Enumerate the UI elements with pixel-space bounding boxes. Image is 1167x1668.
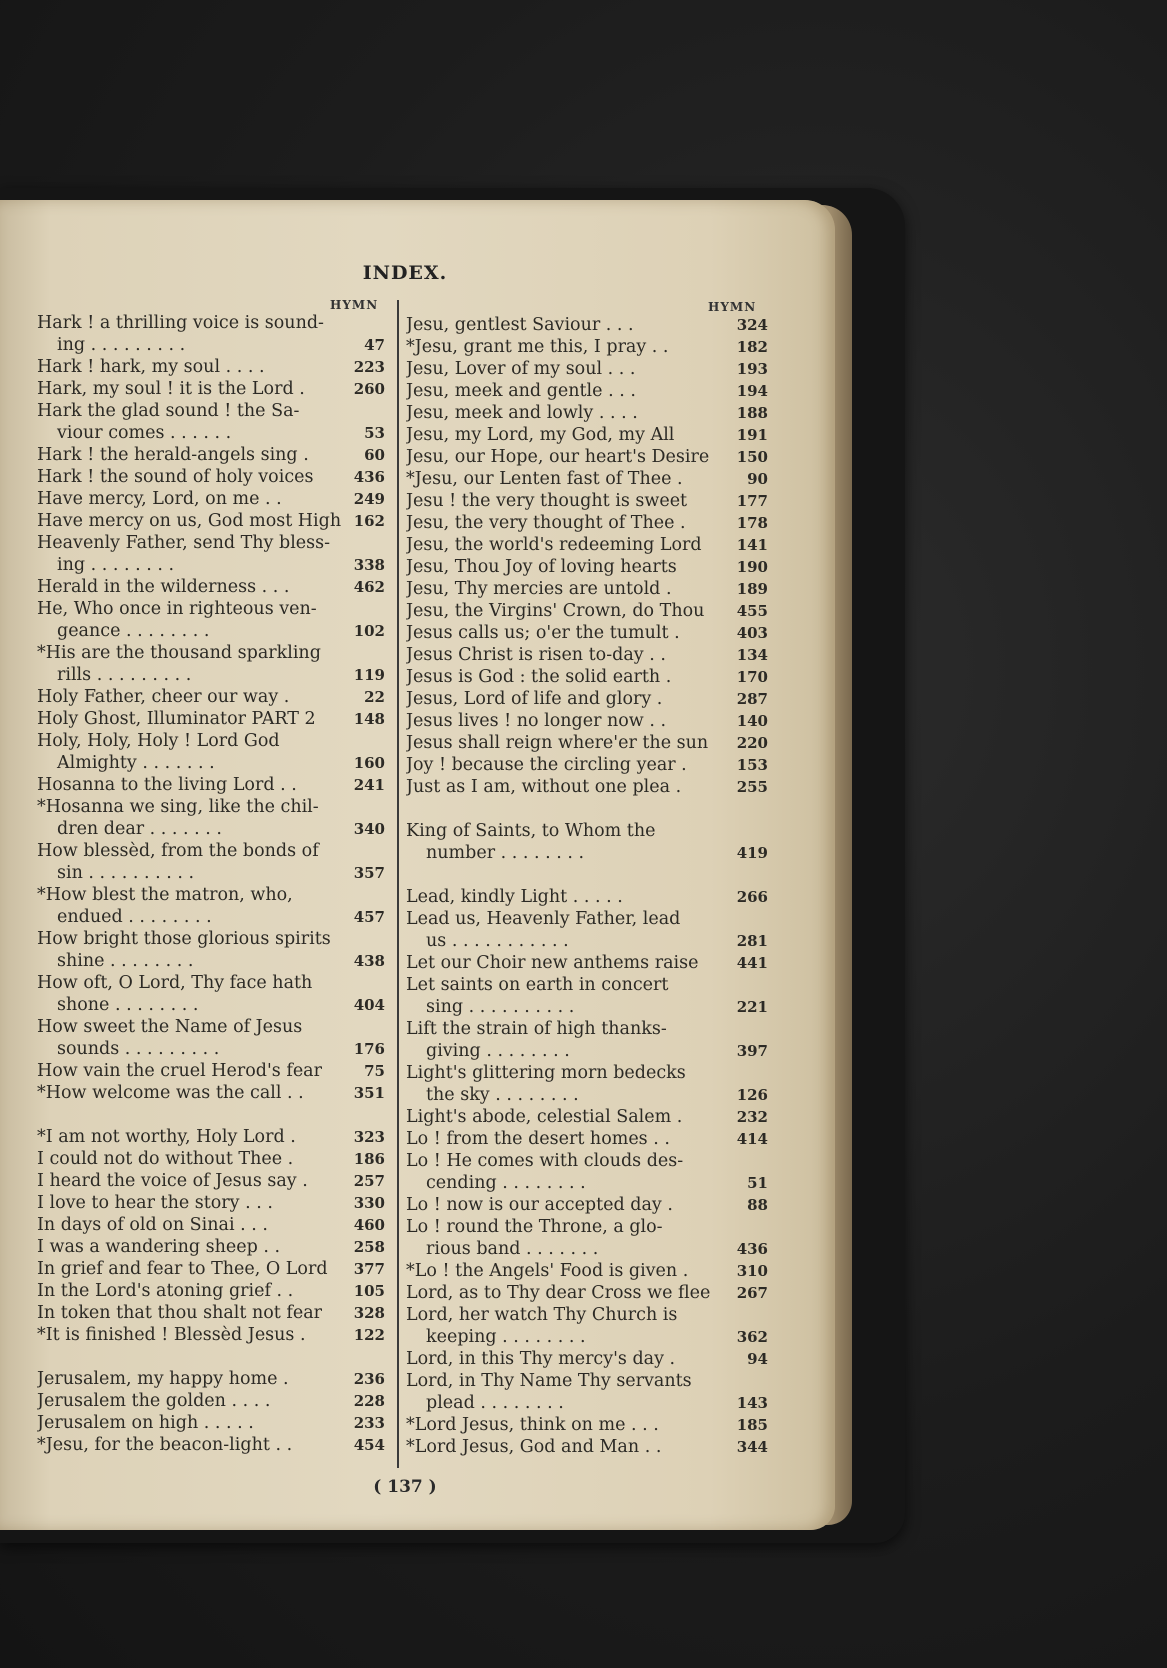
hymn-number: 186 xyxy=(353,1150,385,1168)
entry-title: Lo ! He comes with clouds des- xyxy=(406,1151,684,1171)
hymn-number: 266 xyxy=(736,888,768,906)
hymn-number: 47 xyxy=(364,336,385,354)
index-entry xyxy=(37,1280,387,1302)
index-entry xyxy=(37,862,387,884)
entry-title: In days of old on Sinai . . . xyxy=(37,1215,268,1235)
index-entry xyxy=(37,378,387,400)
hymn-number: 182 xyxy=(736,338,768,356)
index-entry xyxy=(37,928,387,950)
entry-title: rious band . . . . . . . xyxy=(426,1239,599,1259)
hymn-number: 344 xyxy=(736,1438,768,1456)
entry-title: Lo ! from the desert homes . . xyxy=(406,1129,670,1149)
hymn-number: 134 xyxy=(736,646,768,664)
hymn-number: 176 xyxy=(353,1040,385,1058)
entry-title: *His are the thousand sparkling xyxy=(37,643,321,663)
index-entry xyxy=(406,468,768,490)
index-entry xyxy=(37,1060,387,1082)
hymn-number: 310 xyxy=(736,1262,768,1280)
entry-title: sounds . . . . . . . . . xyxy=(57,1039,220,1059)
entry-title: Light's abode, celestial Salem . xyxy=(406,1107,683,1127)
index-entry xyxy=(406,886,768,908)
index-entry xyxy=(37,488,387,510)
index-entry xyxy=(37,950,387,972)
entry-title: us . . . . . . . . . . . xyxy=(426,931,569,951)
entry-title: Lord, in this Thy mercy's day . xyxy=(406,1349,676,1369)
entry-title: Jesu, our Hope, our heart's Desire xyxy=(406,447,710,467)
entry-title: plead . . . . . . . . xyxy=(426,1393,564,1413)
hymn-number: 455 xyxy=(736,602,768,620)
hymn-number: 397 xyxy=(736,1042,768,1060)
index-entry xyxy=(406,402,768,424)
hymn-number: 441 xyxy=(736,954,768,972)
entry-title: I was a wandering sheep . . xyxy=(37,1237,281,1257)
entry-title: Jesus Christ is risen to-day . . xyxy=(406,645,666,665)
entry-title: In token that thou shalt not fear xyxy=(37,1303,323,1323)
entry-title: Jerusalem, my happy home . xyxy=(37,1369,289,1389)
index-entry xyxy=(37,774,387,796)
hymn-number: 119 xyxy=(353,666,385,684)
entry-title: Jesus shall reign where'er the sun xyxy=(406,733,709,753)
entry-title: giving . . . . . . . . xyxy=(426,1041,570,1061)
index-entry xyxy=(37,1016,387,1038)
entry-title: Let our Choir new anthems raise xyxy=(406,953,699,973)
hymn-number: 267 xyxy=(736,1284,768,1302)
entry-title: Jesus lives ! no longer now . . xyxy=(406,711,667,731)
hymn-number: 90 xyxy=(747,470,768,488)
index-entry xyxy=(37,1214,387,1236)
entry-title: endued . . . . . . . . xyxy=(57,907,212,927)
section-gap xyxy=(37,1346,387,1368)
index-entry xyxy=(406,490,768,512)
index-entry xyxy=(37,1148,387,1170)
hymn-number: 351 xyxy=(353,1084,385,1102)
entry-title: sin . . . . . . . . . . xyxy=(57,863,195,883)
entry-title: Jesus is God : the solid earth . xyxy=(406,667,672,687)
entry-title: In grief and fear to Thee, O Lord xyxy=(37,1259,328,1279)
index-entry xyxy=(37,576,387,598)
index-entry xyxy=(406,666,768,688)
hymn-number: 189 xyxy=(736,580,768,598)
entry-title: viour comes . . . . . . xyxy=(57,423,232,443)
page-title: INDEX. xyxy=(362,262,448,284)
hymn-number: 436 xyxy=(736,1240,768,1258)
entry-title: Lord, in Thy Name Thy servants xyxy=(406,1371,692,1391)
index-column-right xyxy=(406,314,768,1458)
index-entry xyxy=(406,1260,768,1282)
hymn-number: 143 xyxy=(736,1394,768,1412)
hymn-number: 362 xyxy=(736,1328,768,1346)
hymn-number: 220 xyxy=(736,734,768,752)
entry-title: Hark, my soul ! it is the Lord . xyxy=(37,379,305,399)
index-entry xyxy=(406,688,768,710)
hymn-number: 141 xyxy=(736,536,768,554)
index-entry xyxy=(37,422,387,444)
hymn-number: 193 xyxy=(736,360,768,378)
hymn-number: 338 xyxy=(353,556,385,574)
entry-title: *Hosanna we sing, like the chil- xyxy=(37,797,319,817)
index-entry xyxy=(37,994,387,1016)
entry-title: How blessèd, from the bonds of xyxy=(37,841,319,861)
index-entry xyxy=(406,534,768,556)
entry-title: Joy ! because the circling year . xyxy=(406,755,687,775)
entry-title: Have mercy, Lord, on me . . xyxy=(37,489,282,509)
entry-title: Hark the glad sound ! the Sa- xyxy=(37,401,300,421)
entry-title: *How blest the matron, who, xyxy=(37,885,293,905)
index-entry xyxy=(406,1172,768,1194)
index-entry xyxy=(406,622,768,644)
hymn-number: 140 xyxy=(736,712,768,730)
index-entry xyxy=(37,356,387,378)
index-entry xyxy=(37,1258,387,1280)
index-entry xyxy=(37,1434,387,1456)
index-entry xyxy=(37,400,387,422)
entry-title: Lift the strain of high thanks- xyxy=(406,1019,667,1039)
index-entry xyxy=(37,334,387,356)
index-entry xyxy=(37,1412,387,1434)
hymn-number: 241 xyxy=(353,776,385,794)
hymn-number: 457 xyxy=(353,908,385,926)
index-entry xyxy=(406,908,768,930)
index-entry xyxy=(37,1170,387,1192)
hymn-number: 462 xyxy=(353,578,385,596)
entry-title: Jesus, Lord of life and glory . xyxy=(406,689,663,709)
index-entry xyxy=(37,598,387,620)
entry-title: Jerusalem on high . . . . . xyxy=(37,1413,254,1433)
index-entry xyxy=(406,820,768,842)
entry-title: Light's glittering morn bedecks xyxy=(406,1063,686,1083)
entry-title: I could not do without Thee . xyxy=(37,1149,294,1169)
entry-title: Hark ! hark, my soul . . . . xyxy=(37,357,265,377)
hymn-number: 236 xyxy=(353,1370,385,1388)
index-entry xyxy=(406,732,768,754)
hymn-number: 228 xyxy=(353,1392,385,1410)
index-entry xyxy=(406,380,768,402)
entry-title: Jesu, the world's redeeming Lord xyxy=(406,535,702,555)
entry-title: Holy, Holy, Holy ! Lord God xyxy=(37,731,280,751)
entry-title: How bright those glorious spirits xyxy=(37,929,331,949)
entry-title: Jesu, the Virgins' Crown, do Thou xyxy=(406,601,705,621)
hymn-number: 194 xyxy=(736,382,768,400)
index-entry xyxy=(406,1392,768,1414)
entry-title: Lo ! round the Throne, a glo- xyxy=(406,1217,663,1237)
entry-title: In the Lord's atoning grief . . xyxy=(37,1281,294,1301)
entry-title: Lead us, Heavenly Father, lead xyxy=(406,909,681,929)
hymn-number: 105 xyxy=(353,1282,385,1300)
hymn-number: 53 xyxy=(364,424,385,442)
hymn-number: 324 xyxy=(736,316,768,334)
index-entry xyxy=(37,818,387,840)
entry-title: *Jesu, for the beacon-light . . xyxy=(37,1435,293,1455)
entry-title: How sweet the Name of Jesus xyxy=(37,1017,303,1037)
entry-title: dren dear . . . . . . . xyxy=(57,819,222,839)
entry-title: shine . . . . . . . . xyxy=(57,951,194,971)
hymn-number: 287 xyxy=(736,690,768,708)
entry-title: Almighty . . . . . . . xyxy=(57,753,215,773)
section-gap xyxy=(37,1104,387,1126)
hymn-number: 170 xyxy=(736,668,768,686)
hymn-number: 260 xyxy=(353,380,385,398)
index-entry xyxy=(406,1062,768,1084)
hymn-number: 178 xyxy=(736,514,768,532)
hymn-number: 340 xyxy=(353,820,385,838)
hymn-number: 190 xyxy=(736,558,768,576)
index-entry xyxy=(406,842,768,864)
index-entry xyxy=(406,1348,768,1370)
index-entry xyxy=(406,1106,768,1128)
entry-title: Jesus calls us; o'er the tumult . xyxy=(406,623,680,643)
hymn-number: 414 xyxy=(736,1130,768,1148)
index-entry xyxy=(37,1126,387,1148)
index-entry xyxy=(406,1018,768,1040)
entry-title: How vain the cruel Herod's fear xyxy=(37,1061,322,1081)
hymn-number: 257 xyxy=(353,1172,385,1190)
entry-title: ing . . . . . . . . . xyxy=(57,335,186,355)
hymn-number: 22 xyxy=(364,688,385,706)
index-entry xyxy=(37,642,387,664)
entry-title: cending . . . . . . . . xyxy=(426,1173,586,1193)
hymn-number: 323 xyxy=(353,1128,385,1146)
entry-title: Lo ! now is our accepted day . xyxy=(406,1195,673,1215)
hymn-number: 75 xyxy=(364,1062,385,1080)
hymn-number: 160 xyxy=(353,754,385,772)
index-entry xyxy=(37,466,387,488)
index-entry xyxy=(37,708,387,730)
entry-title: Hark ! the sound of holy voices xyxy=(37,467,314,487)
entry-title: Jesu, my Lord, my God, my All xyxy=(406,425,675,445)
hymn-number: 232 xyxy=(736,1108,768,1126)
entry-title: Jerusalem the golden . . . . xyxy=(37,1391,271,1411)
entry-title: Lead, kindly Light . . . . . xyxy=(406,887,623,907)
index-entry xyxy=(37,1302,387,1324)
index-entry xyxy=(406,1370,768,1392)
index-entry xyxy=(406,336,768,358)
index-entry xyxy=(406,1040,768,1062)
index-entry xyxy=(406,358,768,380)
index-entry xyxy=(37,620,387,642)
entry-title: *Jesu, our Lenten fast of Thee . xyxy=(406,469,683,489)
section-gap xyxy=(406,798,768,820)
index-entry xyxy=(37,796,387,818)
index-entry xyxy=(37,884,387,906)
hymn-number: 403 xyxy=(736,624,768,642)
entry-title: Jesu, Lover of my soul . . . xyxy=(406,359,636,379)
index-entry xyxy=(37,664,387,686)
index-entry xyxy=(37,312,387,334)
hymn-number: 191 xyxy=(736,426,768,444)
hymn-number: 148 xyxy=(353,710,385,728)
hymn-number: 88 xyxy=(747,1196,768,1214)
index-entry xyxy=(37,752,387,774)
index-entry xyxy=(406,1150,768,1172)
entry-title: number . . . . . . . . xyxy=(426,843,585,863)
index-entry xyxy=(406,1128,768,1150)
hymn-number: 460 xyxy=(353,1216,385,1234)
index-entry xyxy=(37,1192,387,1214)
entry-title: Jesu, Thy mercies are untold . xyxy=(406,579,672,599)
index-entry xyxy=(37,1390,387,1412)
entry-title: the sky . . . . . . . . xyxy=(426,1085,579,1105)
entry-title: rills . . . . . . . . . xyxy=(57,665,192,685)
entry-title: Have mercy on us, God most High xyxy=(37,511,342,531)
entry-title: *It is finished ! Blessèd Jesus . xyxy=(37,1325,306,1345)
index-entry xyxy=(37,972,387,994)
index-entry xyxy=(406,996,768,1018)
hymn-number: 281 xyxy=(736,932,768,950)
index-entry xyxy=(406,600,768,622)
index-entry xyxy=(406,1326,768,1348)
index-entry xyxy=(37,532,387,554)
hymn-number: 454 xyxy=(353,1436,385,1454)
entry-title: Lord, her watch Thy Church is xyxy=(406,1305,678,1325)
entry-title: Let saints on earth in concert xyxy=(406,975,669,995)
hymn-number: 153 xyxy=(736,756,768,774)
hymn-number: 357 xyxy=(353,864,385,882)
entry-title: *Lord Jesus, God and Man . . xyxy=(406,1437,662,1457)
entry-title: Jesu, meek and lowly . . . . xyxy=(406,403,638,423)
entry-title: How oft, O Lord, Thy face hath xyxy=(37,973,313,993)
index-entry xyxy=(406,424,768,446)
hymn-number: 328 xyxy=(353,1304,385,1322)
index-column-left xyxy=(37,312,387,1456)
index-entry xyxy=(406,446,768,468)
hymn-header-right: HYMN xyxy=(708,300,757,314)
hymn-header-left: HYMN xyxy=(330,298,379,312)
index-entry xyxy=(37,906,387,928)
index-entry xyxy=(406,1238,768,1260)
column-divider xyxy=(397,300,399,1468)
entry-title: Hark ! a thrilling voice is sound- xyxy=(37,313,324,333)
hymn-number: 436 xyxy=(353,468,385,486)
entry-title: Jesu, meek and gentle . . . xyxy=(406,381,636,401)
hymn-number: 177 xyxy=(736,492,768,510)
index-entry xyxy=(37,730,387,752)
hymn-number: 377 xyxy=(353,1260,385,1278)
entry-title: *Lord Jesus, think on me . . . xyxy=(406,1415,659,1435)
entry-title: Jesu, the very thought of Thee . xyxy=(406,513,686,533)
entry-title: *Lo ! the Angels' Food is given . xyxy=(406,1261,689,1281)
hymn-number: 185 xyxy=(736,1416,768,1434)
entry-title: Jesu, Thou Joy of loving hearts xyxy=(406,557,677,577)
entry-title: shone . . . . . . . . xyxy=(57,995,199,1015)
hymn-number: 249 xyxy=(353,490,385,508)
index-entry xyxy=(37,1368,387,1390)
index-entry xyxy=(406,1194,768,1216)
page-number: ( 137 ) xyxy=(373,1477,437,1497)
section-gap xyxy=(406,864,768,886)
index-entry xyxy=(406,578,768,600)
entry-title: Jesu, gentlest Saviour . . . xyxy=(406,315,634,335)
index-entry xyxy=(37,840,387,862)
entry-title: Herald in the wilderness . . . xyxy=(37,577,290,597)
hymn-number: 188 xyxy=(736,404,768,422)
entry-title: ing . . . . . . . . xyxy=(57,555,175,575)
index-entry xyxy=(406,930,768,952)
hymn-number: 150 xyxy=(736,448,768,466)
hymn-number: 60 xyxy=(364,446,385,464)
index-entry xyxy=(37,554,387,576)
entry-title: geance . . . . . . . . xyxy=(57,621,210,641)
index-entry xyxy=(406,1084,768,1106)
entry-title: I heard the voice of Jesus say . xyxy=(37,1171,308,1191)
entry-title: *Jesu, grant me this, I pray . . xyxy=(406,337,669,357)
index-entry xyxy=(406,952,768,974)
entry-title: Holy Ghost, Illuminator PART 2 xyxy=(37,709,316,729)
hymn-number: 438 xyxy=(353,952,385,970)
hymn-number: 223 xyxy=(353,358,385,376)
index-entry xyxy=(406,1414,768,1436)
index-entry xyxy=(37,1324,387,1346)
entry-title: Hark ! the herald-angels sing . xyxy=(37,445,309,465)
hymn-number: 51 xyxy=(747,1174,768,1192)
index-entry xyxy=(406,754,768,776)
entry-title: *I am not worthy, Holy Lord . xyxy=(37,1127,296,1147)
entry-title: sing . . . . . . . . . . xyxy=(426,997,575,1017)
entry-title: Heavenly Father, send Thy bless- xyxy=(37,533,331,553)
index-entry xyxy=(37,686,387,708)
hymn-number: 404 xyxy=(353,996,385,1014)
index-entry xyxy=(406,512,768,534)
index-entry xyxy=(406,1304,768,1326)
hymn-number: 255 xyxy=(736,778,768,796)
entry-title: *How welcome was the call . . xyxy=(37,1083,304,1103)
entry-title: I love to hear the story . . . xyxy=(37,1193,273,1213)
index-entry xyxy=(406,1282,768,1304)
hymn-number: 221 xyxy=(736,998,768,1016)
index-entry xyxy=(37,1038,387,1060)
index-entry xyxy=(406,314,768,336)
index-entry xyxy=(37,444,387,466)
entry-title: Hosanna to the living Lord . . xyxy=(37,775,297,795)
index-entry xyxy=(37,510,387,532)
index-entry xyxy=(406,1436,768,1458)
index-entry xyxy=(406,710,768,732)
hymn-number: 330 xyxy=(353,1194,385,1212)
entry-title: King of Saints, to Whom the xyxy=(406,821,656,841)
hymn-number: 233 xyxy=(353,1414,385,1432)
hymn-number: 419 xyxy=(736,844,768,862)
entry-title: Jesu ! the very thought is sweet xyxy=(406,491,688,511)
hymn-number: 126 xyxy=(736,1086,768,1104)
hymn-number: 258 xyxy=(353,1238,385,1256)
entry-title: Lord, as to Thy dear Cross we flee xyxy=(406,1283,711,1303)
hymn-number: 122 xyxy=(353,1326,385,1344)
hymn-number: 94 xyxy=(747,1350,768,1368)
index-entry xyxy=(406,1216,768,1238)
hymn-number: 102 xyxy=(353,622,385,640)
entry-title: Just as I am, without one plea . xyxy=(406,777,682,797)
index-entry xyxy=(406,776,768,798)
index-entry xyxy=(406,556,768,578)
index-entry xyxy=(37,1082,387,1104)
index-entry xyxy=(406,644,768,666)
hymn-number: 162 xyxy=(353,512,385,530)
entry-title: keeping . . . . . . . . xyxy=(426,1327,586,1347)
entry-title: He, Who once in righteous ven- xyxy=(37,599,317,619)
entry-title: Holy Father, cheer our way . xyxy=(37,687,290,707)
index-entry xyxy=(37,1236,387,1258)
index-entry xyxy=(406,974,768,996)
